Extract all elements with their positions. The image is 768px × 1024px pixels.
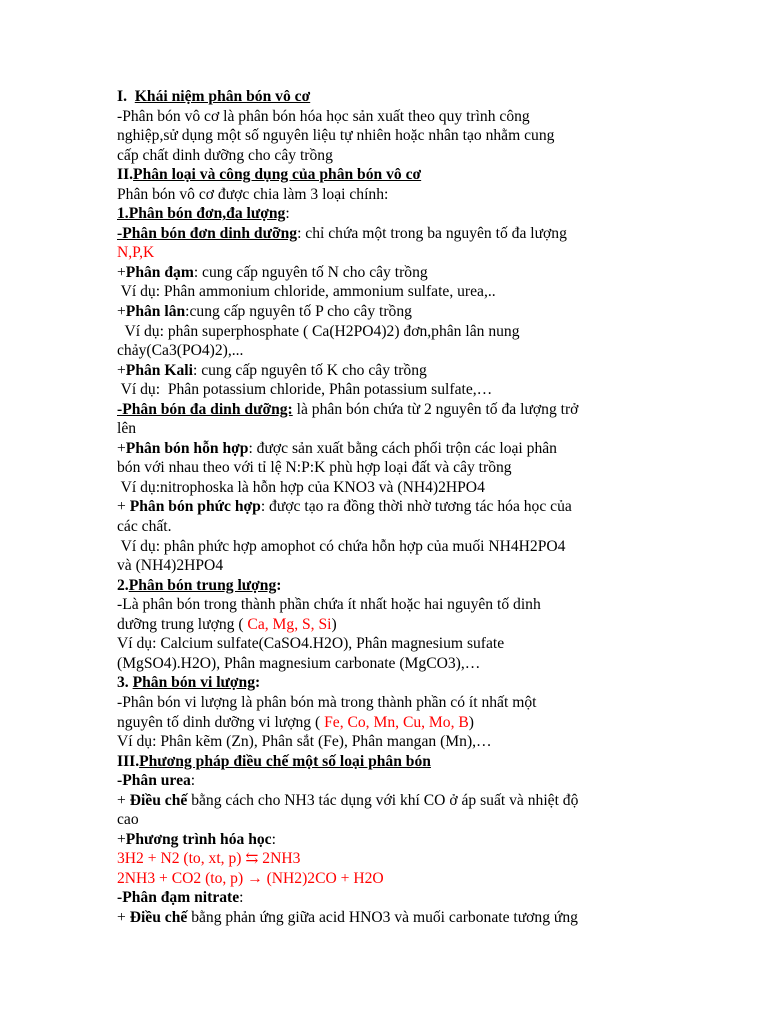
text-run: cao [117,811,139,829]
text-run: Khái niệm phân bón vô cơ [134,88,311,105]
text-line [117,204,677,224]
text-line [117,263,677,283]
highlighted-text: 3H2 + N2 (to, xt, p) ⇆ 2NH3 [117,850,301,868]
text-line [117,458,677,478]
text-line [117,165,677,185]
highlighted-text: 2NH3 + CO2 (to, p) → (NH2)2CO + H2O [117,869,384,887]
text-run: : được sản xuất bằng cách phối trộn các loại phân [248,439,557,457]
text-line [117,537,677,557]
text-line [117,634,677,654]
text-run: lên [117,420,137,438]
text-run: và (NH4)2HPO4 [117,557,224,575]
text-line [117,419,677,439]
text-line [117,713,677,733]
text-line [117,615,677,635]
text-line [117,224,677,244]
text-line [117,361,677,381]
text-run: Ví dụ: Calcium sulfate(CaSO4.H2O), Phân magnesium sufate [117,635,505,653]
text-line [117,771,677,791]
text-line [117,849,677,869]
text-line [117,888,677,908]
text-line [117,595,677,615]
text-run: Phân bón hỗn hợp [125,439,249,457]
text-line [117,126,677,146]
text-run: :cung cấp nguyên tố P cho cây trồng [185,303,412,321]
text-run: Phân đạm [125,263,194,281]
text-line [117,869,677,889]
text-run: nguyên tố dinh dưỡng vi lượng ( [117,713,325,731]
text-run: + [117,791,130,809]
text-line [117,87,677,107]
text-run: Phương pháp điều chế một số loại phân bón [139,752,431,770]
text-run: Phân Kali [125,361,193,379]
text-run: + [117,303,126,321]
text-run: : [255,674,261,692]
text-line [117,439,677,459]
text-run: II. [117,166,134,184]
text-run: Ví dụ: phân phức hợp amophot có chứa hỗn hợp của muối NH4H2PO4 [117,537,566,555]
text-run: + [117,263,126,281]
text-line [117,830,677,850]
text-line [117,673,677,693]
text-run: các chất. [117,518,172,536]
text-line [117,302,677,322]
text-line [117,107,677,127]
text-run: Phân bón vi lượng [132,674,256,692]
text-run: + [117,439,126,457]
text-run: ) [331,615,337,633]
text-run: Ví dụ: Phân potassium chloride, Phân potassium sulfate,… [117,381,493,399]
text-line [117,322,677,342]
text-run: (MgSO4).H2O), Phân magnesium carbonate (MgCO3),… [117,654,481,672]
text-run: -Là phân bón trong thành phần chứa ít nhất hoặc hai nguyên tố dinh [117,596,541,614]
text-line [117,497,677,517]
text-run: Điều chế [129,908,188,926]
text-line [117,341,677,361]
text-run: 1.Phân bón đơn,đa lượng [117,205,286,223]
text-run: Ví dụ: Phân kẽm (Zn), Phân sắt (Fe), Phân mangan (Mn),… [117,733,492,751]
text-run: Phân bón phức hợp [129,498,261,516]
text-line [117,752,677,772]
text-run: : [190,772,196,790]
text-run: : [239,889,244,907]
text-run: -Phân bón vô cơ là phân bón hóa học sản xuất theo quy trình công [117,107,530,125]
text-run: Phân loại và công dụng của phân bón vô cơ [133,166,422,184]
text-run: bằng phản ứng giữa acid HNO3 và muối carbonate tương ứng [187,908,578,926]
text-run: Phân lân [125,303,186,321]
text-run: chảy(Ca3(PO4)2),... [117,342,244,360]
text-run: Ví dụ:nitrophoska là hỗn hợp của KNO3 và (NH4)2HPO4 [117,478,485,496]
text-run: : được tạo ra đồng thời nhờ tương tác hóa học của [260,498,572,516]
text-run: : [276,576,282,594]
text-run: III. [117,752,140,770]
text-line [117,400,677,420]
text-run: -Phân đạm nitrate [117,889,240,907]
text-line [117,908,677,928]
text-run: bón với nhau theo với tỉ lệ N:P:K phù hợp loại đất và cây trồng [117,459,512,477]
text-run: I. [117,88,135,105]
text-line [117,517,677,537]
text-run: + [117,908,130,926]
text-run: ) [468,713,474,731]
text-line [117,380,677,400]
text-run: dưỡng trung lượng ( [117,615,248,633]
text-run: Phương trình hóa học [125,830,272,848]
text-run: 3. [117,674,133,692]
text-line [117,556,677,576]
highlighted-text: N,P,K [117,244,155,262]
text-run: -Phân bón đa dinh dưỡng: [117,400,293,418]
text-run: : cung cấp nguyên tố K cho cây trồng [192,361,427,379]
text-run: + [117,830,126,848]
text-run: : cung cấp nguyên tố N cho cây trồng [193,263,428,281]
text-line [117,791,677,811]
text-line [117,478,677,498]
text-run: -Phân bón đơn dinh dưỡng [117,224,298,242]
text-run: nghiệp,sử dụng một số nguyên liệu tự nhiên hoặc nhân tạo nhằm cung [117,127,555,145]
text-run: Phân bón trung lượng [128,576,277,594]
document-page [117,87,677,928]
text-line [117,146,677,166]
text-run: 2. [117,576,129,594]
text-run: Điều chế [129,791,188,809]
text-run: -Phân urea [117,772,191,790]
text-run: -Phân bón vi lượng là phân bón mà trong thành phần có ít nhất một [117,693,537,711]
text-run: + [117,361,126,379]
text-run: : [285,205,290,223]
text-run: là phân bón chứa từ 2 nguyên tố đa lượng trở [292,400,579,418]
text-run: : [271,830,276,848]
text-line [117,576,677,596]
text-line [117,243,677,263]
text-run: : chỉ chứa một trong ba nguyên tố đa lượng [297,224,567,242]
text-line [117,282,677,302]
text-run: Phân bón vô cơ được chia làm 3 loại chính: [117,185,389,203]
text-run: Ví dụ: Phân ammonium chloride, ammonium sulfate, urea,.. [117,283,496,301]
text-run: Ví dụ: phân superphosphate ( Ca(H2PO4)2) đơn,phân lân nung [117,322,520,340]
text-run: bằng cách cho NH3 tác dụng với khí CO ở áp suất và nhiệt độ [187,791,579,809]
text-line [117,693,677,713]
highlighted-text: Fe, Co, Mn, Cu, Mo, B [324,713,469,731]
text-line [117,654,677,674]
text-run: + [117,498,130,516]
text-line [117,810,677,830]
text-line [117,185,677,205]
text-run: cấp chất dinh dưỡng cho cây trồng [117,146,333,164]
highlighted-text: Ca, Mg, S, Si [247,615,332,633]
text-line [117,732,677,752]
